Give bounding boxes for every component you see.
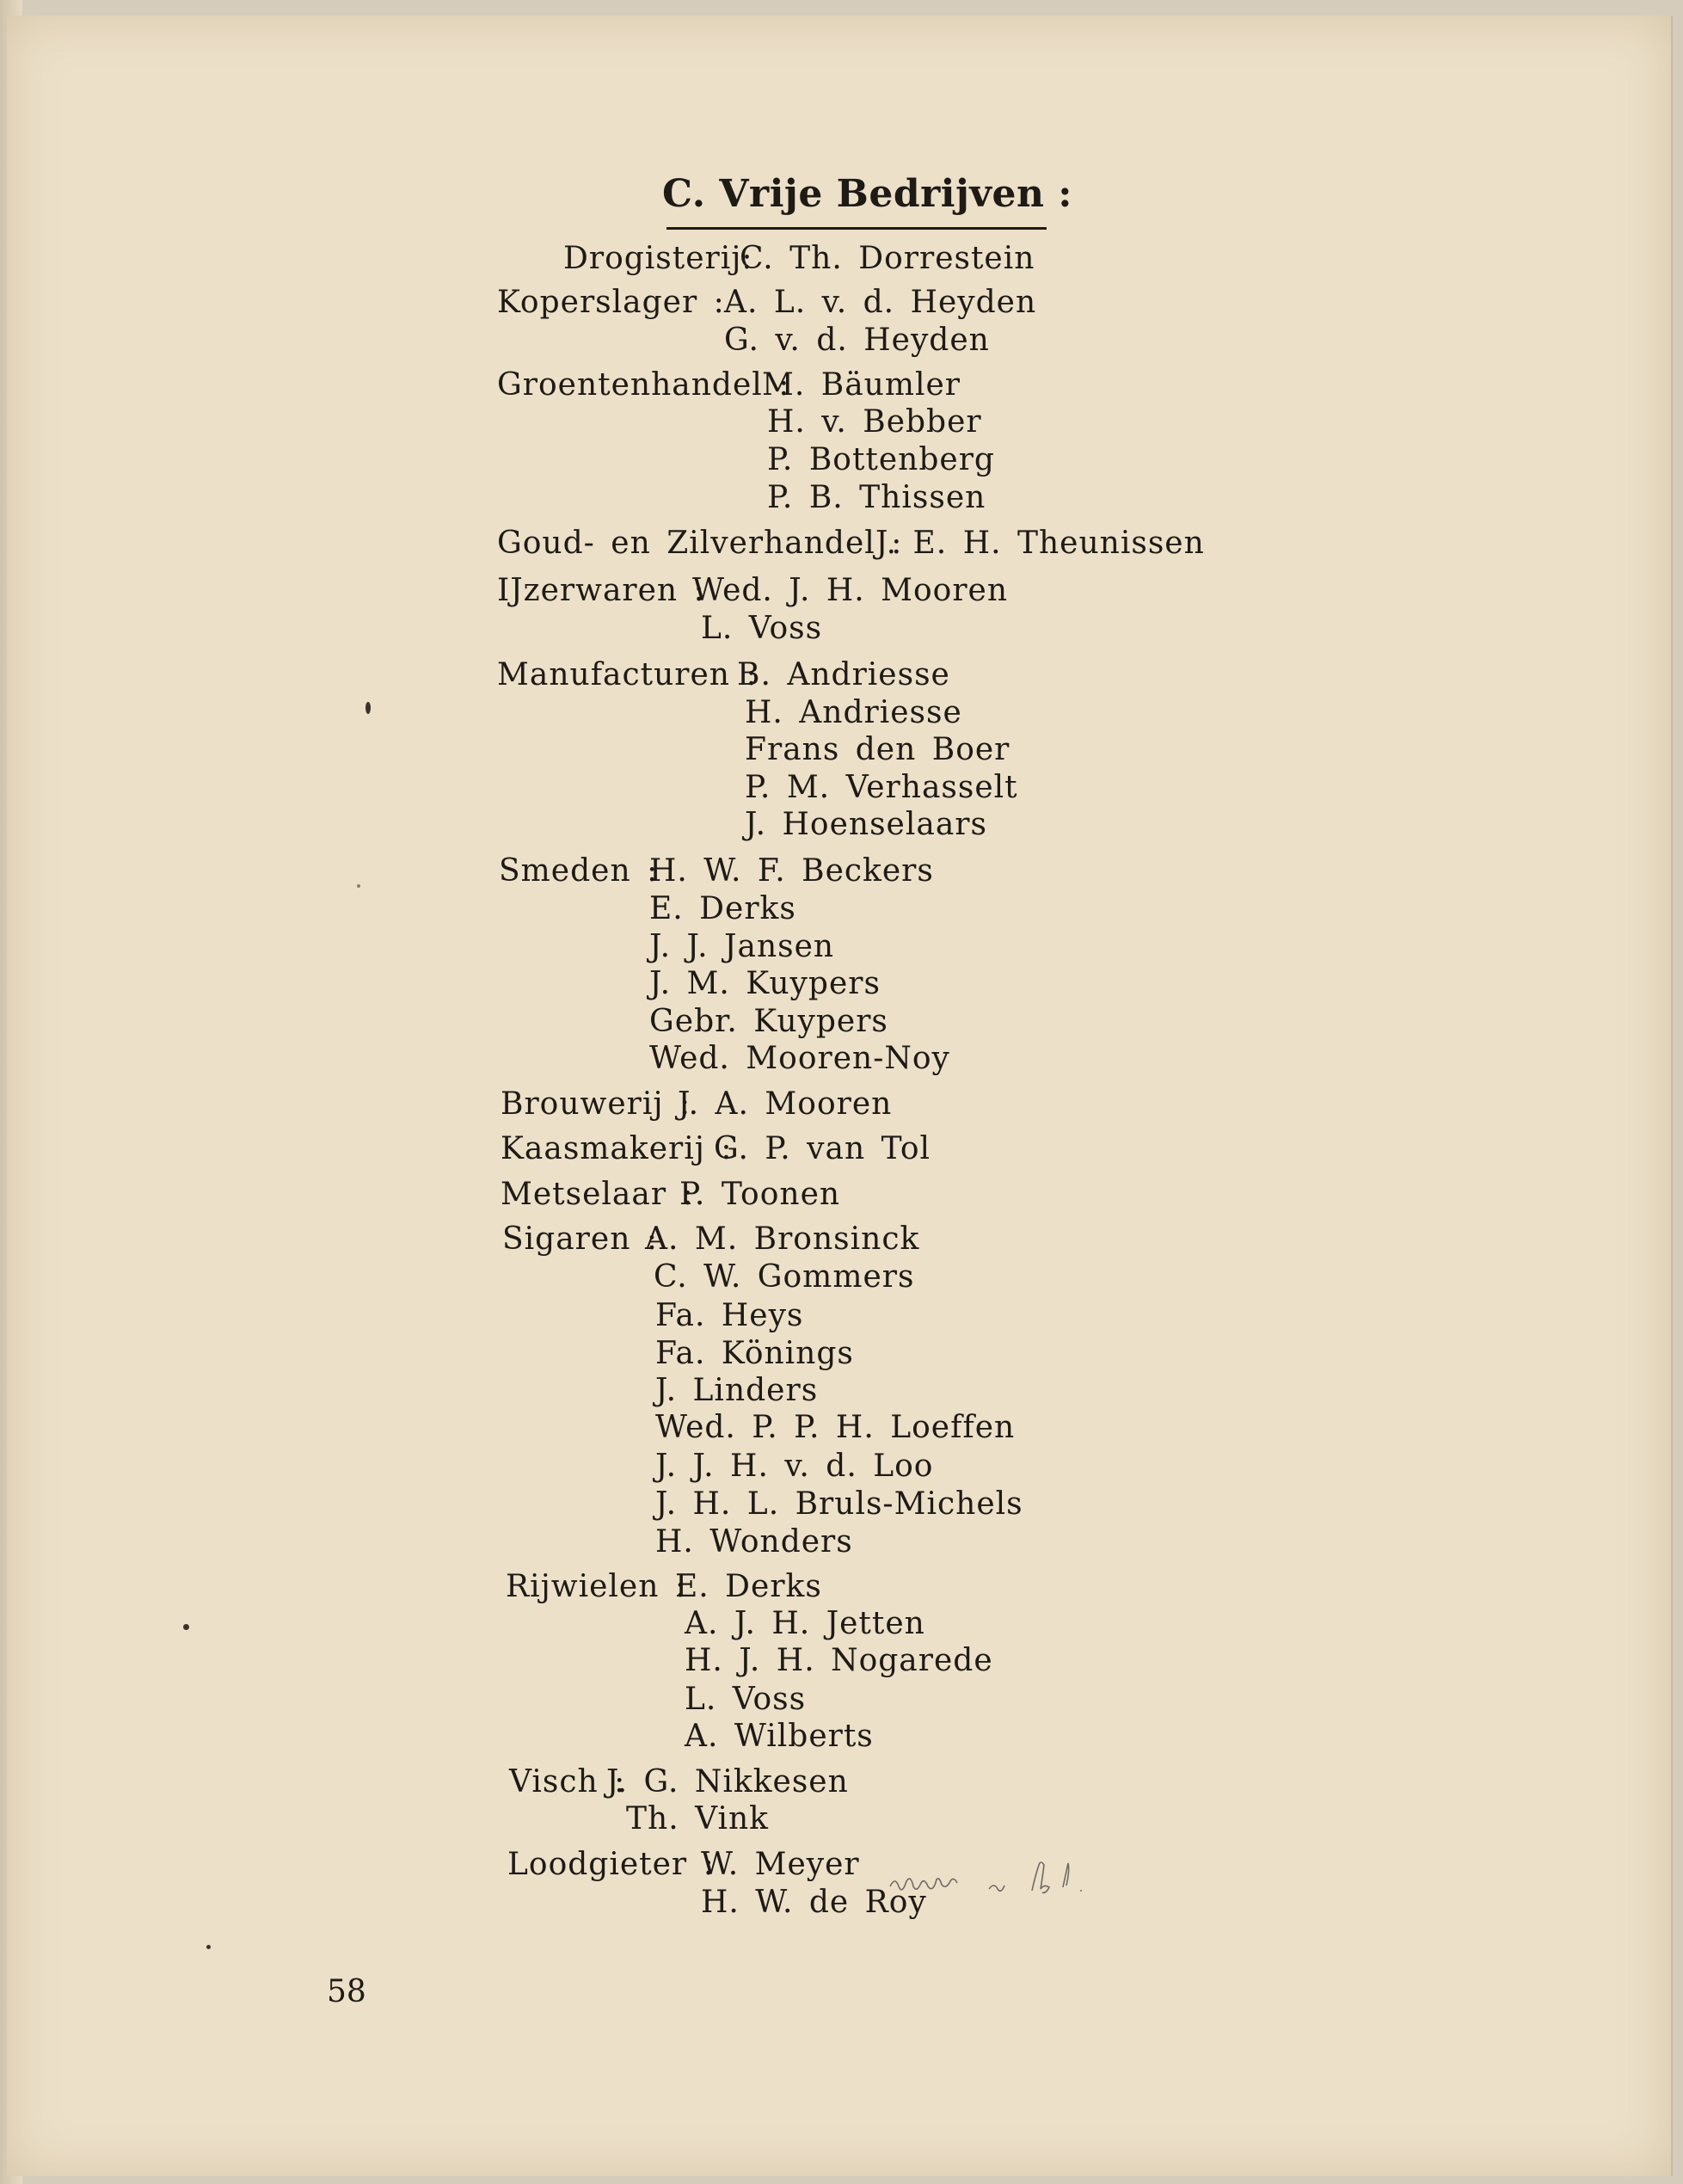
business-name: A. M. Bronsinck [645,1221,920,1257]
title-underline [666,227,859,230]
business-name: Frans den Boer [745,732,1010,767]
business-name: J. J. Jansen [649,929,835,964]
business-name: C. Th. Dorrestein [740,241,1035,276]
business-name: A. J. H. Jetten [685,1606,925,1641]
business-name: Th. Vink [626,1801,769,1836]
business-name: P. Toonen [679,1177,841,1212]
category-label: IJzerwaren : [497,573,705,608]
business-name: J. A. Mooren [678,1086,893,1122]
business-name: J. Hoenselaars [745,807,987,842]
title-underline [847,227,1047,230]
category-label: Loodgieter : [507,1847,715,1882]
category-label: Visch : [509,1764,626,1799]
business-name: H. W. F. Beckers [649,853,934,889]
business-name: J. E. H. Theunissen [875,526,1205,561]
business-name: W. Meyer [701,1847,860,1882]
business-name: J. G. Nikkesen [606,1764,849,1799]
category-label: Smeden : [499,853,659,889]
section-title: C. Vrije Bedrijven : [662,172,1073,216]
category-label: Koperslager : [497,285,725,320]
category-label: Goud- en Zilverhandel : [497,526,903,561]
category-label: Manufacturen : [497,657,758,692]
ink-speck [357,884,360,888]
business-name: J. M. Kuypers [649,966,881,1001]
business-name: H. Andriesse [745,695,962,730]
business-name: Fa. Könings [655,1336,854,1371]
page-number: 58 [327,1974,366,2009]
business-name: J. Linders [655,1373,819,1408]
business-name: L. Voss [701,611,823,646]
category-label: Drogisterij: [563,241,753,276]
category-label: Groentenhandel : [497,367,790,403]
business-name: J. J. H. v. d. Loo [655,1449,934,1484]
business-name: Gebr. Kuypers [649,1004,888,1039]
business-name: G. v. d. Heyden [724,323,990,358]
business-name: H. Wonders [655,1524,853,1560]
business-name: P. M. Verhasselt [745,770,1018,805]
business-name: G. P. van Tol [714,1131,931,1166]
business-name: P. Bottenberg [767,442,995,477]
ink-speck [183,1624,189,1630]
business-name: P. B. Thissen [767,480,986,515]
category-label: Metselaar : [501,1177,694,1212]
business-name: J. H. L. Bruls-Michels [655,1486,1023,1522]
handwritten-annotation [886,1856,1101,1908]
category-label: Rijwielen : [506,1569,686,1604]
ink-speck [206,1945,211,1949]
category-label: Kaasmakerij : [501,1131,733,1166]
business-name: B. Andriesse [737,657,950,692]
category-label: Brouwerij : [501,1086,691,1122]
business-name: Wed. J. H. Mooren [692,573,1009,608]
business-name: A. L. v. d. Heyden [724,285,1037,320]
business-name: E. Derks [649,891,796,926]
business-name: H. W. de Roy [701,1885,927,1920]
business-name: Wed. Mooren-Noy [649,1041,950,1076]
business-name: H. J. H. Nogarede [685,1643,993,1678]
business-name: Wed. P. P. H. Loeffen [655,1410,1016,1445]
business-name: Fa. Heys [655,1298,804,1333]
business-name: L. Voss [685,1682,807,1717]
business-name: C. W. Gommers [654,1259,915,1295]
business-name: E. Derks [675,1569,822,1604]
business-name: H. v. Bebber [767,404,982,440]
ink-speck [365,702,371,714]
business-name: A. Wilberts [685,1719,874,1754]
business-name: M. Bäumler [762,367,961,403]
category-label: Sigaren : [502,1221,658,1257]
